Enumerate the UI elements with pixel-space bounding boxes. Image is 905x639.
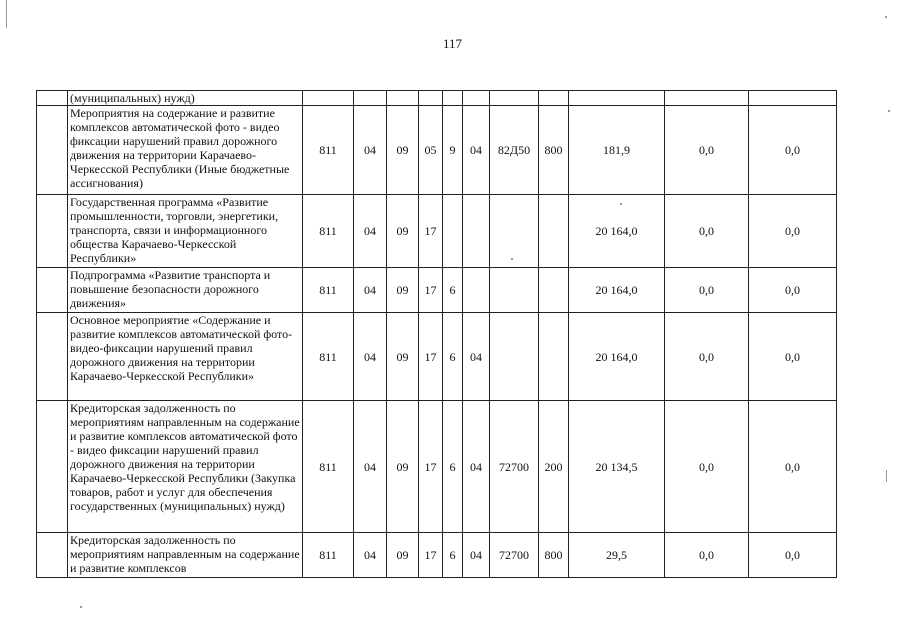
row-name-cell: Подпрограмма «Развитие транспорта и повышение безопасности дорожного движения» (68, 268, 303, 313)
expense-type-cell (539, 268, 569, 313)
amount-current-cell: 20 164,0 (569, 195, 665, 268)
scan-speck (888, 110, 890, 112)
table-row (37, 195, 837, 268)
program-cell: 17 (419, 401, 443, 533)
section-cell: 04 (354, 401, 387, 533)
row-index-cell (37, 401, 68, 533)
subsection-cell: 09 (387, 195, 419, 268)
amount-current-cell: 20 134,5 (569, 401, 665, 533)
program-cell: 17 (419, 195, 443, 268)
expense-direction-cell (490, 195, 539, 268)
gov-code-cell: 811 (303, 313, 354, 401)
budget-table (36, 90, 837, 578)
amount-next-cell: 0,0 (665, 533, 749, 578)
table-row (37, 401, 837, 533)
subprogram-cell: 9 (443, 106, 463, 195)
subprogram-cell: 6 (443, 313, 463, 401)
amount-next-cell: 0,0 (665, 268, 749, 313)
scan-edge-mark (6, 0, 7, 28)
amount-current-cell: 20 164,0 (569, 313, 665, 401)
scan-speck (885, 16, 887, 18)
section-cell: 04 (354, 313, 387, 401)
expense-type-cell: 200 (539, 401, 569, 533)
program-cell (419, 91, 443, 106)
section-cell (354, 91, 387, 106)
gov-code-cell: 811 (303, 533, 354, 578)
expense-direction-cell (490, 313, 539, 401)
measure-cell (463, 268, 490, 313)
scan-speck (620, 203, 622, 205)
scan-speck (511, 258, 513, 260)
amount-following-cell: 0,0 (749, 195, 837, 268)
row-name-cell: Кредиторская задолженность по мероприятиям направленным на содержание и развитие комплексов (68, 533, 303, 578)
measure-cell (463, 91, 490, 106)
expense-type-cell (539, 313, 569, 401)
amount-following-cell: 0,0 (749, 313, 837, 401)
table-row (37, 91, 837, 106)
expense-direction-cell (490, 268, 539, 313)
expense-direction-cell: 72700 (490, 401, 539, 533)
amount-following-cell (749, 91, 837, 106)
table-row (37, 533, 837, 578)
amount-next-cell: 0,0 (665, 401, 749, 533)
measure-cell: 04 (463, 533, 490, 578)
table-row (37, 106, 837, 195)
gov-code-cell: 811 (303, 195, 354, 268)
expense-direction-cell (490, 91, 539, 106)
row-name-cell: (муниципальных) нужд) (68, 91, 303, 106)
gov-code-cell: 811 (303, 106, 354, 195)
gov-code-cell (303, 91, 354, 106)
subsection-cell: 09 (387, 533, 419, 578)
subprogram-cell: 6 (443, 533, 463, 578)
row-index-cell (37, 195, 68, 268)
amount-next-cell: 0,0 (665, 106, 749, 195)
row-name-cell: Основное мероприятие «Содержание и развитие комплексов автоматической фото-видео-фиксации нарушений правил дорожного движения на территории Карачаево-Черкесской Республики» (68, 313, 303, 401)
expense-direction-cell: 82Д50 (490, 106, 539, 195)
subprogram-cell: 6 (443, 268, 463, 313)
row-name-cell: Кредиторская задолженность по мероприятиям направленным на содержание и развитие комплексов автоматической фото - видео фиксации нарушений правил дорожного движения на территории Карачаево-Черкесской Республики (Закупка товаров, работ и услуг для обеспечения государственных (муниципальных) нужд) (68, 401, 303, 533)
subsection-cell (387, 91, 419, 106)
amount-current-cell: 29,5 (569, 533, 665, 578)
measure-cell: 04 (463, 401, 490, 533)
expense-type-cell: 800 (539, 106, 569, 195)
measure-cell (463, 195, 490, 268)
program-cell: 17 (419, 313, 443, 401)
row-index-cell (37, 313, 68, 401)
row-name-cell: Государственная программа «Развитие промышленности, торговли, энергетики, транспорта, связи и информационного общества Карачаево-Черкесской Республики» (68, 195, 303, 268)
expense-type-cell (539, 91, 569, 106)
gov-code-cell: 811 (303, 401, 354, 533)
expense-direction-cell: 72700 (490, 533, 539, 578)
measure-cell: 04 (463, 106, 490, 195)
section-cell: 04 (354, 195, 387, 268)
subprogram-cell (443, 195, 463, 268)
subsection-cell: 09 (387, 401, 419, 533)
program-cell: 17 (419, 268, 443, 313)
scan-speck (80, 606, 82, 608)
row-index-cell (37, 533, 68, 578)
table-row (37, 313, 837, 401)
table-body (37, 91, 837, 578)
amount-next-cell: 0,0 (665, 195, 749, 268)
table-row (37, 268, 837, 313)
expense-type-cell (539, 195, 569, 268)
subprogram-cell: 6 (443, 401, 463, 533)
subsection-cell: 09 (387, 313, 419, 401)
subsection-cell: 09 (387, 106, 419, 195)
amount-current-cell: 20 164,0 (569, 268, 665, 313)
amount-current-cell: 181,9 (569, 106, 665, 195)
amount-following-cell: 0,0 (749, 401, 837, 533)
page-number: 117 (442, 36, 463, 51)
section-cell: 04 (354, 533, 387, 578)
section-cell: 04 (354, 268, 387, 313)
program-cell: 17 (419, 533, 443, 578)
subsection-cell: 09 (387, 268, 419, 313)
scan-edge-mark (886, 470, 887, 482)
amount-next-cell: 0,0 (665, 313, 749, 401)
amount-following-cell: 0,0 (749, 106, 837, 195)
amount-next-cell (665, 91, 749, 106)
amount-following-cell: 0,0 (749, 268, 837, 313)
amount-current-cell (569, 91, 665, 106)
gov-code-cell: 811 (303, 268, 354, 313)
section-cell: 04 (354, 106, 387, 195)
row-index-cell (37, 268, 68, 313)
subprogram-cell (443, 91, 463, 106)
row-index-cell (37, 91, 68, 106)
measure-cell: 04 (463, 313, 490, 401)
expense-type-cell: 800 (539, 533, 569, 578)
row-index-cell (37, 106, 68, 195)
amount-following-cell: 0,0 (749, 533, 837, 578)
program-cell: 05 (419, 106, 443, 195)
row-name-cell: Мероприятия на содержание и развитие комплексов автоматической фото - видео фиксации нарушений правил дорожного движения на территории Карачаево-Черкесской Республики (Иные бюджетные ассигнования) (68, 106, 303, 195)
